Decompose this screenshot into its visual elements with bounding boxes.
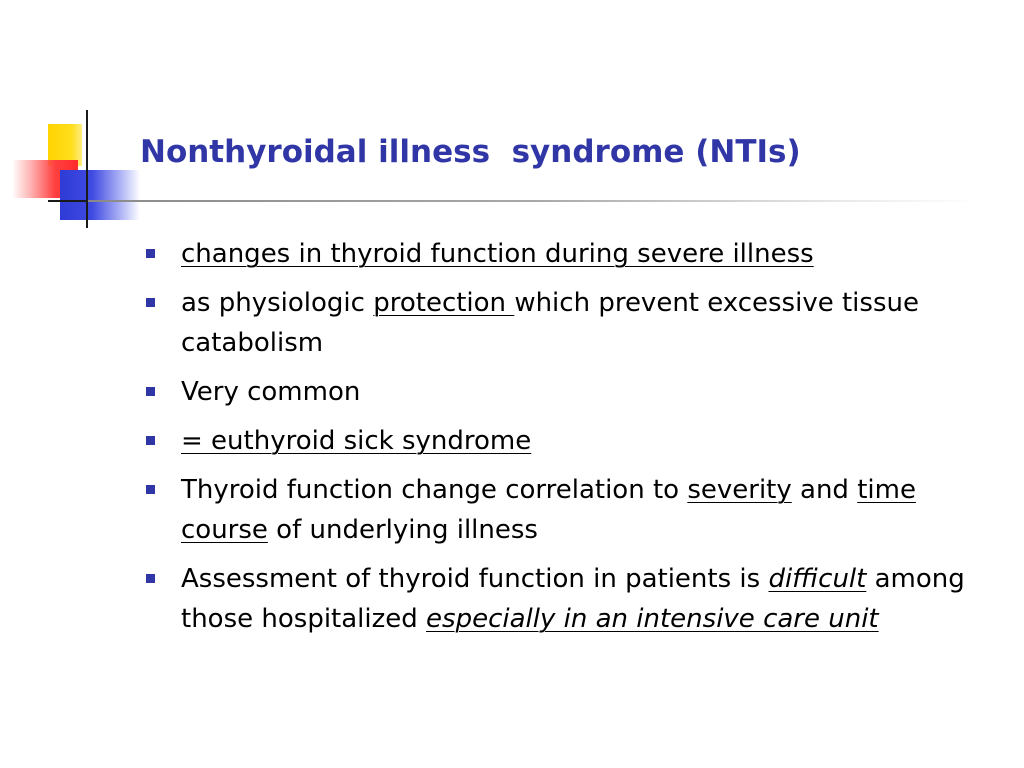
- bullet-text-segment: and: [791, 475, 858, 505]
- bullet-square-icon: [146, 574, 155, 583]
- bullet-item: [146, 421, 992, 461]
- bullet-text-segment: which prevent excessive tissue catabolism: [181, 288, 919, 358]
- bullet-square-icon: [146, 298, 155, 307]
- bullet-text-segment: changes in thyroid function during severe illness: [181, 239, 814, 269]
- bullet-text-segment: severity: [687, 475, 792, 505]
- bullet-item: [146, 372, 992, 412]
- bullet-text-segment: Assessment of thyroid function in patients is: [181, 564, 769, 594]
- bullet-text-segment: time course: [181, 475, 916, 545]
- logo-square-blue: [60, 170, 140, 220]
- slide-title: Nonthyroidal illness syndrome (NTIs): [140, 134, 801, 170]
- bullet-text-segment: Very common: [181, 377, 361, 407]
- bullet-square-icon: [146, 387, 155, 396]
- bullet-text-segment: of underlying illness: [267, 515, 538, 545]
- logo-vertical-line: [86, 110, 88, 228]
- bullet-item: [146, 234, 992, 274]
- bullet-square-icon: [146, 485, 155, 494]
- bullet-text-segment: = euthyroid sick syndrome: [181, 426, 532, 456]
- bullet-text-segment: Thyroid function change correlation to: [181, 475, 688, 505]
- bullet-item: [146, 470, 992, 550]
- bullet-square-icon: [146, 436, 155, 445]
- bullet-square-icon: [146, 249, 155, 258]
- title-divider: [88, 200, 978, 202]
- bullet-item: [146, 559, 992, 639]
- bullet-text-segment: protection: [373, 288, 515, 318]
- bullet-item: [146, 283, 992, 363]
- bullet-text-segment: especially in an intensive care unit: [426, 604, 879, 634]
- bullet-text-segment: as physiologic: [181, 288, 374, 318]
- bullet-list: [146, 234, 992, 648]
- bullet-text-segment: difficult: [768, 564, 867, 594]
- bullet-text-segment: among those hospitalized: [181, 564, 965, 634]
